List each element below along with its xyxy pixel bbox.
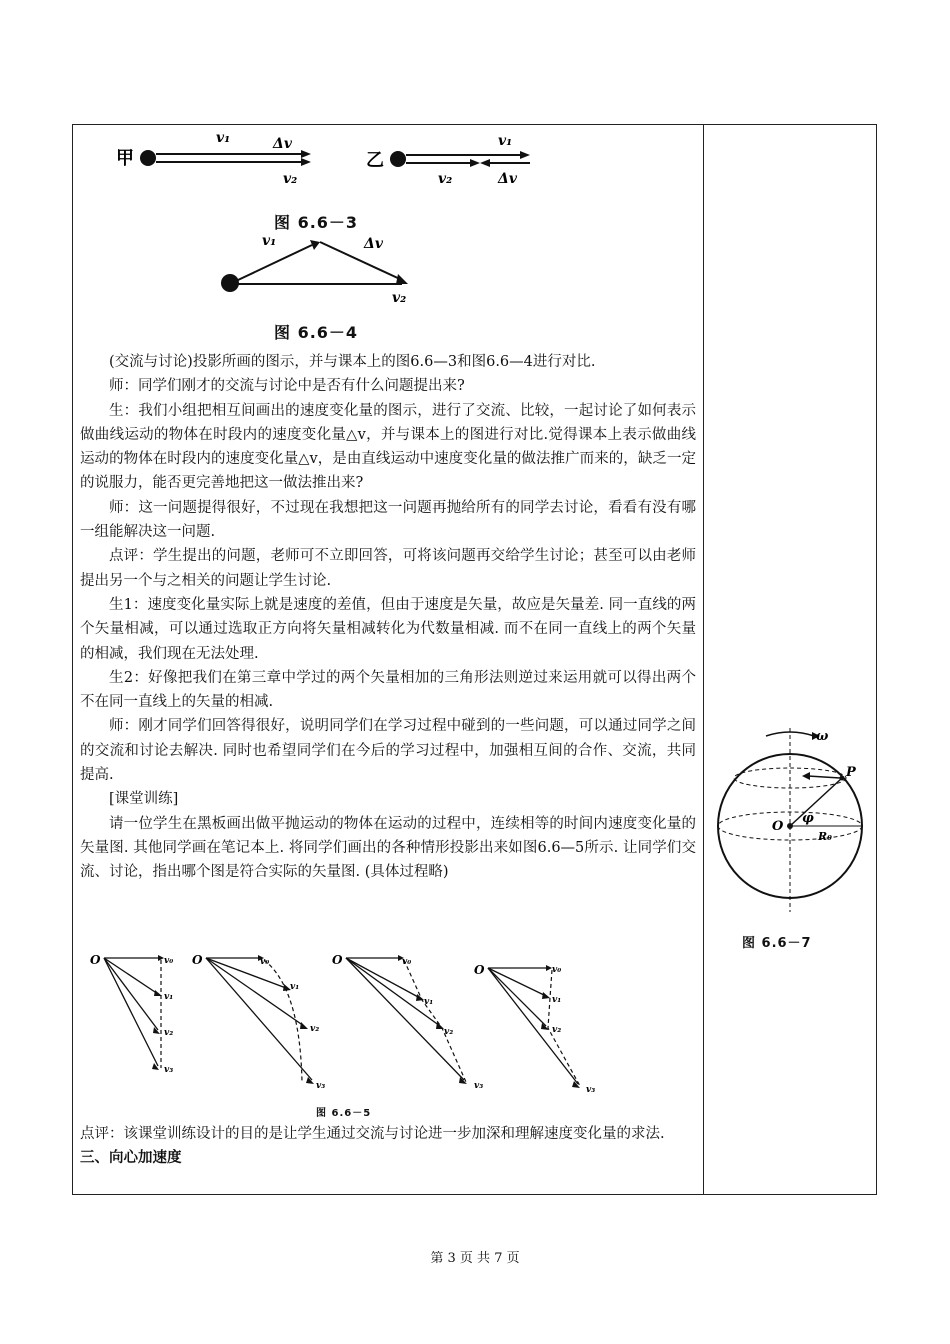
svg-text:v₁: v₁ — [424, 997, 434, 1007]
label-dv: Δv — [364, 236, 383, 252]
label-v2: v₂ — [438, 171, 453, 187]
page-footer: 第 3 页 共 7 页 — [430, 1251, 520, 1266]
svg-text:O: O — [332, 953, 343, 967]
vector-diagram-a — [90, 953, 173, 1075]
svg-text:v₂: v₂ — [552, 1025, 562, 1035]
vector-diagram-c — [332, 953, 483, 1091]
svg-text:v₃: v₃ — [586, 1085, 596, 1095]
svg-text:ω: ω — [816, 729, 829, 744]
svg-text:v₁: v₁ — [290, 982, 300, 992]
svg-text:O: O — [474, 963, 485, 977]
comment-text — [80, 1122, 696, 1171]
label-v1: v₁ — [498, 133, 513, 149]
svg-text:φ: φ — [802, 811, 814, 826]
object-dot — [140, 150, 156, 166]
svg-text:v₃: v₃ — [316, 1081, 326, 1091]
section-heading: 三、向心加速度 — [80, 1150, 182, 1167]
svg-text:P: P — [846, 765, 856, 780]
object-dot — [221, 274, 239, 292]
label-yi: 乙 — [366, 150, 384, 171]
section-training-body: 请一位学生在黑板画出做平抛运动的物体在运动的过程中，连续相等的时间内速度变化量的矢量图. 其他同学画在笔记本上. 将同学们画出的各种情形投影出来如图6.6—5所示. 让同学们交流、讨论，指出哪个图是符合实际的矢量图. (具体过程略) — [80, 815, 696, 881]
vector-diagram-d — [474, 963, 595, 1095]
label-dv: Δv — [273, 136, 292, 152]
figure-6-6-3 — [108, 128, 548, 198]
svg-text:O: O — [772, 819, 784, 834]
label-v2: v₂ — [283, 171, 298, 187]
svg-text:O: O — [90, 953, 101, 967]
svg-text:R₀: R₀ — [818, 830, 832, 843]
svg-text:v₀: v₀ — [402, 957, 412, 967]
figure-6-6-5 — [86, 948, 606, 1098]
svg-text:v₂: v₂ — [444, 1027, 454, 1037]
svg-text:v₀: v₀ — [552, 965, 562, 975]
svg-text:v₃: v₃ — [164, 1065, 174, 1075]
label-v1: v₁ — [216, 130, 231, 146]
svg-text:v₂: v₂ — [164, 1028, 174, 1038]
section-training-title: [课堂训练] — [109, 791, 179, 808]
svg-text:v₃: v₃ — [474, 1081, 484, 1091]
paragraph: 生1：速度变化量实际上就是速度的差值，但由于速度是矢量，故应是矢量差. 同一直线的两个矢量相减，可以通过选取正方向将矢量相减转化为代数量相减. 而不在同一直线上的两个矢量的相减，我们现在无法处理. — [80, 596, 696, 662]
comment: 点评：该课堂训练设计的目的是让学生通过交流与讨论进一步加深和理解速度变化量的求法. — [80, 1126, 665, 1142]
paragraph: 师：这一问题提得很好，不过现在我想把这一问题再抛给所有的同学去讨论，看看有没有哪一组能解决这一问题. — [80, 499, 696, 541]
paragraph: 点评：学生提出的问题，老师可不立即回答，可将该问题再交给学生讨论；甚至可以由老师提出另一个与之相关的问题让学生讨论. — [80, 548, 696, 589]
paragraph: 师：刚才同学们回答得很好，说明同学们在学习过程中碰到的一些问题，可以通过同学之间的交流和讨论去解决. 同时也希望同学们在今后的学习过程中，加强相互间的合作、交流，共同提高. — [80, 718, 696, 784]
caption-6-6-4: 图 6.6－4 — [274, 323, 359, 342]
figure-6-6-7 — [712, 722, 872, 922]
vector-diagram-b — [192, 953, 325, 1091]
svg-text:v₀: v₀ — [260, 957, 270, 967]
label-dv: Δv — [498, 171, 517, 187]
svg-text:v₂: v₂ — [310, 1024, 320, 1034]
paragraph: 生2：好像把我们在第三章中学过的两个矢量相加的三角形法则逆过来运用就可以得出两个不在同一直线上的矢量的相减. — [80, 669, 696, 711]
caption-6-6-5: 图 6.6－5 — [316, 1108, 372, 1119]
label-v2: v₂ — [392, 290, 407, 306]
figure-6-6-4 — [212, 228, 422, 308]
label-jia: 甲 — [116, 148, 134, 169]
body-text — [80, 350, 696, 885]
svg-text:O: O — [192, 953, 203, 967]
svg-text:v₁: v₁ — [552, 995, 562, 1005]
svg-text:v₁: v₁ — [164, 992, 174, 1002]
svg-text:v₀: v₀ — [164, 956, 174, 966]
caption-6-6-7: 图 6.6－7 — [742, 936, 812, 951]
label-v1: v₁ — [262, 233, 277, 249]
object-dot — [390, 151, 406, 167]
caption-6-6-3: 图 6.6－3 — [274, 213, 359, 232]
paragraph: (交流与讨论)投影所画的图示，并与课本上的图6.6—3和图6.6—4进行对比. — [109, 354, 596, 370]
column-divider — [703, 124, 704, 1195]
paragraph: 生：我们小组把相互间画出的速度变化量的图示，进行了交流、比较，一起讨论了如何表示做曲线运动的物体在时段内的速度变化量△v，并与课本上的图进行对比.觉得课本上表示做曲线运动的物体在时段内的速度变化量△v，是由直线运动中速度变化量的做法推广而来的，缺乏一定的说服力，能否更完善地把这一做法推出来? — [80, 402, 696, 492]
paragraph: 师：同学们刚才的交流与讨论中是否有什么问题提出来? — [109, 378, 465, 395]
